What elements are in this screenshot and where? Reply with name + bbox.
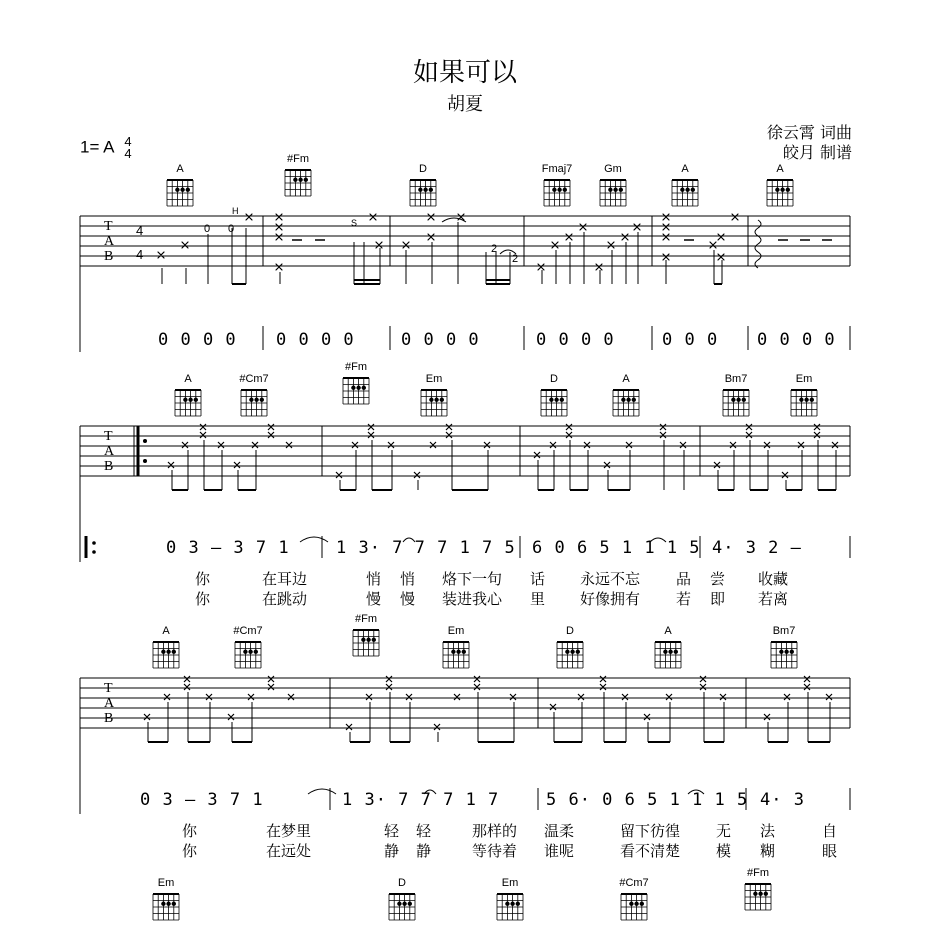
chord-name: Fmaj7 [541, 163, 573, 175]
lyric: 你 [195, 570, 211, 588]
song-title: 如果可以 [412, 58, 517, 88]
chord-grid-icon [787, 386, 821, 418]
lyric: 在梦里 [266, 822, 312, 840]
chord-diagram [593, 162, 633, 208]
chord-diagram [537, 162, 577, 208]
chord-name: D [566, 625, 574, 637]
tab-time-top: 4 [136, 223, 144, 238]
chord-name: #Fm [747, 867, 769, 879]
tab-letter-b: B [104, 459, 114, 474]
chord-name: Bm7 [724, 373, 748, 385]
chord-diagram [648, 624, 688, 670]
chord-grid-icon [609, 386, 643, 418]
chord-grid-icon [349, 626, 383, 658]
time-sig-top: 4 [124, 134, 132, 149]
lyric: 静 [416, 842, 432, 860]
chord-diagram [738, 866, 778, 912]
lyric: 无 [716, 822, 732, 840]
lyric: 尝 [710, 570, 726, 588]
chord-diagram [716, 372, 756, 418]
chord-name: Bm7 [772, 625, 796, 637]
notation-measure: 1 3· 7 7 7 1 7 [342, 790, 500, 810]
chord-name: D [398, 877, 406, 889]
chord-name: A [162, 625, 170, 637]
lyric: 在远处 [266, 842, 312, 860]
chord-name: Gm [604, 163, 622, 175]
chord-diagram [346, 612, 386, 658]
notation-measure: 0 3 – 3 7 1 [166, 538, 290, 558]
chord-name: Em [795, 373, 813, 385]
notation-measure: 5 6· 0 6 5 1 1 1 5 [546, 790, 749, 810]
chord-grid-icon [767, 638, 801, 670]
lyric: 轻 [416, 822, 432, 840]
chord-diagram [490, 876, 530, 922]
slide-mark: S [351, 218, 358, 228]
chord-grid-icon [417, 386, 451, 418]
notation-measure: 4· 3 [760, 790, 805, 810]
chord-name: #Fm [287, 153, 309, 165]
lyric: 等待着 [472, 842, 518, 860]
time-sig-bottom: 4 [124, 146, 132, 161]
chord-grid-icon [281, 166, 315, 198]
chord-grid-icon [406, 176, 440, 208]
chord-grid-icon [163, 176, 197, 208]
chord-diagram [403, 162, 443, 208]
lyric: 品 [676, 570, 692, 588]
chord-name: A [681, 163, 689, 175]
chord-grid-icon [385, 890, 419, 922]
chord-grid-icon [651, 638, 685, 670]
chord-name: D [419, 163, 427, 175]
chord-diagram [160, 162, 200, 208]
lyric: 谁呢 [544, 842, 575, 860]
chord-grid-icon [668, 176, 702, 208]
chord-grid-icon [149, 890, 183, 922]
chord-diagram [414, 372, 454, 418]
lyric: 慢 [366, 590, 382, 608]
tab-letter-b: B [104, 249, 114, 264]
chord-grid-icon [171, 386, 205, 418]
lyric: 永远不忘 [580, 570, 641, 588]
tab-time-bottom: 4 [136, 247, 144, 262]
lyric: 温柔 [544, 822, 575, 840]
lyric: 自 [822, 822, 838, 840]
lyric: 慢 [400, 590, 416, 608]
lyric: 里 [530, 590, 546, 608]
credit-transcriber: 皎月 制谱 [782, 143, 852, 162]
chord-grid-icon [231, 638, 265, 670]
chord-diagram [764, 624, 804, 670]
chord-diagram [382, 876, 422, 922]
chord-name: #Cm7 [619, 877, 649, 889]
chord-name: A [176, 163, 184, 175]
key-signature [80, 136, 132, 160]
chord-diagram [614, 876, 654, 922]
lyric: 收藏 [758, 570, 789, 588]
chord-grid-icon [596, 176, 630, 208]
lyric: 在跳动 [262, 590, 308, 608]
lyric: 眼 [822, 842, 838, 860]
chord-grid-icon [553, 638, 587, 670]
chord-name: D [550, 373, 558, 385]
chord-name: A [776, 163, 784, 175]
tab-fret-two: 2 [491, 243, 498, 255]
chord-grid-icon [149, 638, 183, 670]
notation-measure: 4· 3 2 – [712, 538, 802, 558]
chord-diagram [550, 624, 590, 670]
lyric: 即 [710, 590, 726, 608]
chord-name: A [184, 373, 192, 385]
chord-diagram [606, 372, 646, 418]
lyric: 话 [530, 570, 546, 588]
hammer-on-mark: H [232, 206, 239, 216]
lyric: 若 [676, 590, 692, 608]
chord-diagram [168, 372, 208, 418]
chord-name: #Fm [345, 361, 367, 373]
tab-fret-zero: 0 [204, 223, 211, 235]
chord-grid-icon [237, 386, 271, 418]
chord-diagram [784, 372, 824, 418]
chord-diagram [228, 624, 268, 670]
time-signature [124, 136, 131, 160]
song-artist: 胡夏 [447, 94, 483, 115]
notation-measure: 0 0 0 0 [276, 330, 355, 350]
lyric: 法 [760, 822, 776, 840]
notation-measure: 6 0 6 5 1 1 1 5 [532, 538, 701, 558]
chord-grid-icon [537, 386, 571, 418]
lyric: 模 [716, 842, 732, 860]
chord-grid-icon [763, 176, 797, 208]
key-label: 1= A [80, 137, 114, 157]
chord-name: A [664, 625, 672, 637]
tab-letter-t: T [104, 429, 113, 444]
notation-measure: 0 0 0 0 [536, 330, 615, 350]
notation-barlines [0, 326, 930, 354]
tab-letter-a: A [104, 234, 115, 249]
lyric: 好像拥有 [580, 590, 641, 608]
chord-name: A [622, 373, 630, 385]
tab-letter-b: B [104, 711, 114, 726]
chord-name: #Cm7 [239, 373, 269, 385]
chord-diagram [665, 162, 705, 208]
lyric: 轻 [384, 822, 400, 840]
lyric: 糊 [760, 842, 776, 860]
lyric: 烙下一句 [442, 570, 503, 588]
chord-grid-icon [339, 374, 373, 406]
lyric: 你 [195, 590, 211, 608]
lyric: 留下彷徨 [620, 822, 681, 840]
chord-grid-icon [617, 890, 651, 922]
notation-measure: 0 0 0 0 [401, 330, 480, 350]
chord-name: #Cm7 [233, 625, 263, 637]
chord-grid-icon [540, 176, 574, 208]
lyric: 看不清楚 [620, 842, 681, 860]
tab-letter-t: T [104, 219, 113, 234]
chord-name: Em [447, 625, 465, 637]
chord-grid-icon [741, 880, 775, 912]
notation-measure: 1 3· 7 7 7 1 7 5 [336, 538, 516, 558]
credit-composer: 徐云霄 词曲 [766, 123, 852, 142]
chord-diagram [146, 624, 186, 670]
chord-name: #Fm [355, 613, 377, 625]
tab-letter-a: A [104, 444, 115, 459]
chord-diagram [146, 876, 186, 922]
lyric: 静 [384, 842, 400, 860]
chord-diagram [436, 624, 476, 670]
chord-diagram [278, 152, 318, 198]
lyric: 若离 [758, 590, 789, 608]
chord-grid-icon [439, 638, 473, 670]
lyric: 你 [182, 822, 198, 840]
lyric: 悄 [366, 570, 382, 588]
chord-name: Em [425, 373, 443, 385]
lyric: 那样的 [472, 822, 518, 840]
tab-fret-zero: 0 [228, 223, 235, 235]
lyric: 你 [182, 842, 198, 860]
notation-measure: 0 0 0 [662, 330, 719, 350]
chord-diagram [534, 372, 574, 418]
lyric: 装进我心 [442, 590, 503, 608]
notation-measure: 0 3 – 3 7 1 [140, 790, 264, 810]
chord-diagram [234, 372, 274, 418]
notation-measure: 0 0 0 0 [158, 330, 237, 350]
tab-letter-t: T [104, 681, 113, 696]
chord-name: Em [501, 877, 519, 889]
chord-diagram [760, 162, 800, 208]
notation-measure: 0 0 0 0 [757, 330, 836, 350]
tab-fret-two: 2 [512, 253, 519, 265]
tab-letter-a: A [104, 696, 115, 711]
lyric: 在耳边 [262, 570, 308, 588]
chord-grid-icon [719, 386, 753, 418]
chord-name: Em [157, 877, 175, 889]
chord-diagram [336, 360, 376, 406]
chord-grid-icon [493, 890, 527, 922]
lyric: 悄 [400, 570, 416, 588]
